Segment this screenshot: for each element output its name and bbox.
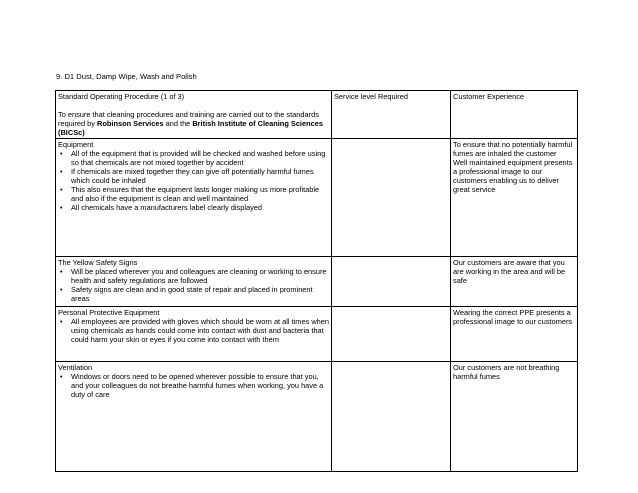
bullet-list (58, 149, 329, 212)
bullet-text: Safety signs are clean and in good state of repair and placed in prominent areas (71, 285, 313, 303)
procedure-step-cell (56, 257, 332, 307)
experience-text: Our customers are not breathing harmful fumes (453, 363, 560, 381)
list-item (58, 203, 329, 212)
bullet-text: All of the equipment that is provided will be checked and washed before using so that chemicals are not mixed together by accident (71, 149, 326, 167)
bullet-icon: • (60, 167, 63, 176)
table-body (56, 139, 578, 472)
experience-text: Our customers are aware that you are working in the area and will be safe (453, 258, 566, 285)
step-title: Personal Protective Equipment (58, 308, 160, 317)
list-item (58, 167, 329, 185)
bullet-icon: • (60, 285, 63, 294)
table-row (56, 139, 578, 257)
customer-experience-header: Customer Experience (451, 91, 578, 139)
customer-experience-cell (451, 362, 578, 472)
bullet-text: This also ensures that the equipment lasts longer making us more profitable and also if the equipment is clean and well maintained (71, 185, 320, 203)
bullet-list (58, 372, 329, 399)
experience-text: Well maintained equipment presents a professional image to our customers enabling us to deliver great service (453, 158, 573, 194)
intro-text-mid: and the (163, 119, 193, 128)
procedure-title: Standard Operating Procedure (1 of 3) (58, 92, 185, 101)
procedure-step-cell (56, 139, 332, 257)
list-item (58, 372, 329, 399)
procedure-intro-cell (56, 91, 332, 139)
table-row (56, 307, 578, 362)
list-item (58, 185, 329, 203)
experience-text: Wearing the correct PPE presents a professional image to our customers (453, 308, 573, 326)
bullet-icon: • (60, 185, 63, 194)
bullet-icon: • (60, 317, 63, 326)
bullet-list (58, 317, 329, 344)
service-level-cell (332, 362, 451, 472)
list-item (58, 149, 329, 167)
table-row (56, 362, 578, 472)
list-item (58, 317, 329, 344)
procedure-step-cell (56, 362, 332, 472)
bullet-text: Will be placed wherever you and colleagues are cleaning or working to ensure health and safety regulations are followed (71, 267, 327, 285)
bullet-icon: • (60, 203, 63, 212)
bullet-text: If chemicals are mixed together they can give off potentially harmful fumes which could be inhaled (71, 167, 314, 185)
table-header-row (56, 91, 578, 139)
step-title: Ventilation (58, 363, 93, 372)
service-level-cell (332, 139, 451, 257)
step-title: Equipment (58, 140, 94, 149)
procedure-step-cell (56, 307, 332, 362)
bullet-text: All employees are provided with gloves which should be worn at all times when using chemicals as hands could come into contact with dust and bacteria that could harm your skin or eyes if you come into contact with them (71, 317, 329, 344)
step-title: The Yellow Safety Signs (58, 258, 138, 267)
bullet-text: Windows or doors need to be opened wherever possible to ensure that you, and your colleagues do not breathe harmful fumes when working, you have a duty of care (71, 372, 324, 399)
org-bicsc: British Institute of Cleaning Sciences (BICSc) (58, 119, 323, 137)
list-item (58, 267, 329, 285)
customer-experience-cell (451, 139, 578, 257)
service-level-header: Service level Required (332, 91, 451, 139)
bullet-icon: • (60, 267, 63, 276)
bullet-text: All chemicals have a manufacturers label clearly displayed (71, 203, 263, 212)
org-robinson: Robinson Services (97, 119, 164, 128)
service-level-cell (332, 307, 451, 362)
service-level-cell (332, 257, 451, 307)
procedure-intro (58, 110, 329, 137)
section-heading: 9. D1 Dust, Damp Wipe, Wash and Polish (56, 72, 197, 81)
bullet-list (58, 267, 329, 303)
bullet-icon: • (60, 149, 63, 158)
customer-experience-cell (451, 257, 578, 307)
list-item (58, 285, 329, 303)
sop-table (55, 90, 578, 472)
experience-text: To ensure that no potentially harmful fumes are inhaled the customer (453, 140, 573, 158)
intro-text: To ensure that cleaning procedures and training are carried out to the standards required by (58, 110, 319, 128)
table-row (56, 257, 578, 307)
customer-experience-cell (451, 307, 578, 362)
bullet-icon: • (60, 372, 63, 381)
